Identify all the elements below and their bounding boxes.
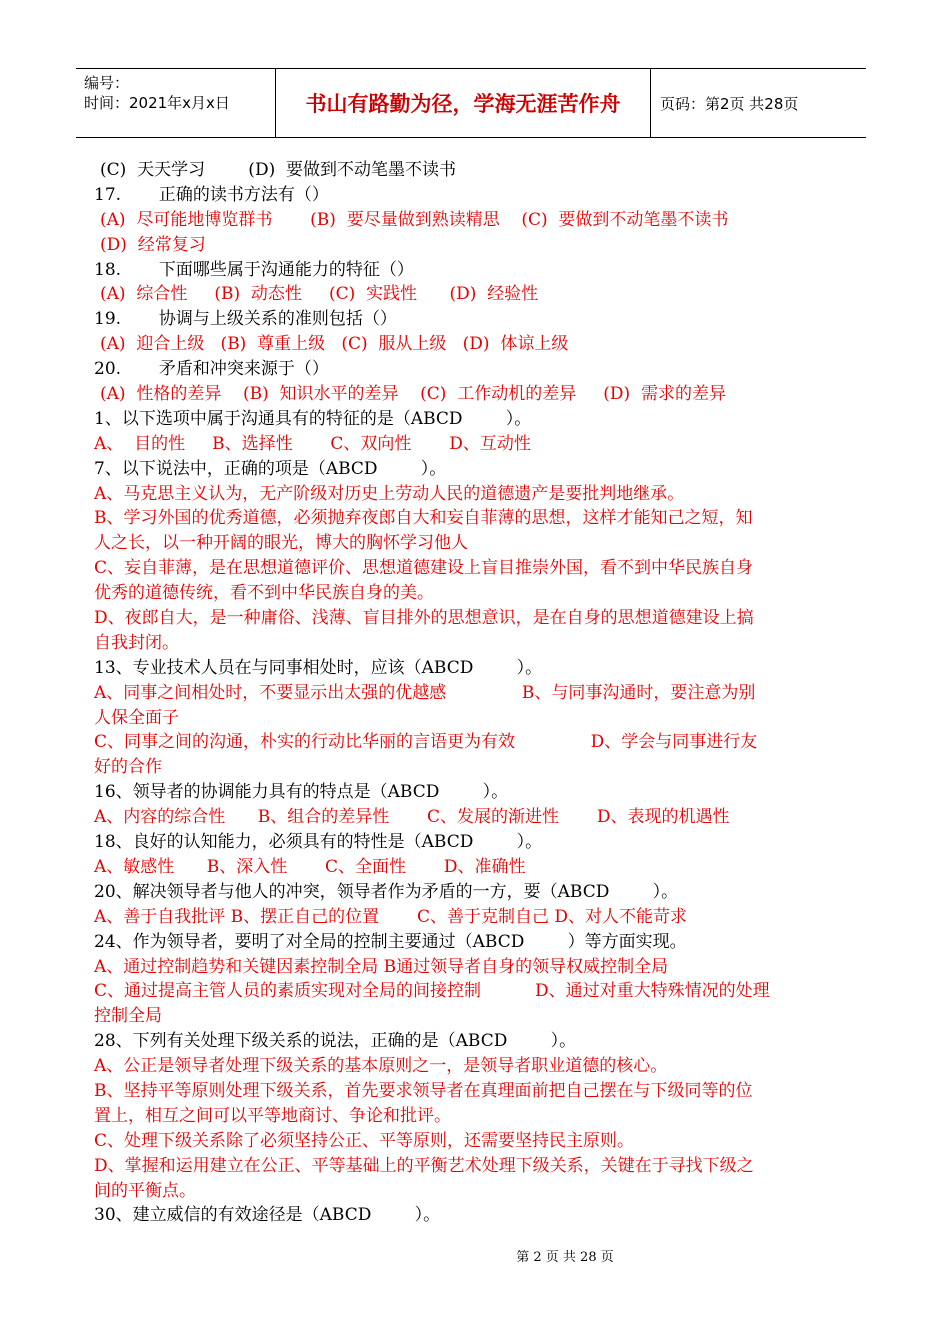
answer-line: 置上，相互之间可以平等地商讨、争论和批评。 (94, 1105, 451, 1126)
header-motto: 书山有路勤为径，学海无涯苦作舟 (276, 69, 651, 137)
answer-line: (A) 综合性 (B) 动态性 (C) 实践性 (D) 经验性 (100, 284, 539, 305)
header-meta (76, 69, 276, 137)
answer-line: 控制全局 (94, 1006, 162, 1027)
document-body (94, 158, 854, 1228)
answer-line: 人之长，以一种开阔的眼光，博大的胸怀学习他人 (94, 533, 468, 554)
answer-line: C、同事之间的沟通，朴实的行动比华丽的言语更为有效 D、学会与同事进行友 (94, 732, 758, 753)
question-line: 20. 矛盾和冲突来源于（） (94, 359, 329, 380)
answer-line: A、马克思主义认为，无产阶级对历史上劳动人民的道德遗产是要批判地继承。 (94, 483, 685, 504)
answer-line: 人保全面子 (94, 707, 179, 728)
answer-line: A、内容的综合性 B、组合的差异性 C、发展的渐进性 D、表现的机遇性 (94, 807, 730, 828)
answer-line: A、通过控制趋势和关键因素控制全局 B通过领导者自身的领导权威控制全局 (94, 956, 669, 977)
answer-line: D、掌握和运用建立在公正、平等基础上的平衡艺术处理下级关系，关键在于寻找下级之 (94, 1155, 754, 1176)
header-page-info: 页码：第2页 共28页 (660, 94, 799, 113)
question-line: 16、领导者的协调能力具有的特点是（ABCD ）。 (94, 782, 509, 803)
answer-line: (A) 性格的差异 (B) 知识水平的差异 (C) 工作动机的差异 (D) 需求的差异 (100, 384, 726, 405)
answer-line: B、学习外国的优秀道德，必须抛弃夜郎自大和妄自菲薄的思想，这样才能知己之短，知 (94, 508, 753, 529)
answer-line: 自我封闭。 (94, 632, 179, 653)
answer-line: 间的平衡点。 (94, 1180, 196, 1201)
page-header (76, 68, 866, 138)
question-line: 24、作为领导者，要明了对全局的控制主要通过（ABCD ）等方面实现。 (94, 931, 687, 952)
answer-line: 好的合作 (94, 757, 162, 778)
question-line: 7、以下说法中，正确的项是（ABCD ）。 (94, 458, 447, 479)
question-line: 28、下列有关处理下级关系的说法，正确的是（ABCD ）。 (94, 1031, 577, 1052)
question-line: (C) 天天学习 (D) 要做到不动笔墨不读书 (100, 160, 457, 180)
question-line: 19. 协调与上级关系的准则包括（） (94, 309, 397, 330)
answer-line: (A) 尽可能地博览群书 (B) 要尽量做到熟读精思 (C) 要做到不动笔墨不读书 (100, 209, 729, 230)
answer-line: A、敏感性 B、深入性 C、全面性 D、准确性 (94, 856, 526, 877)
question-line: 18、良好的认知能力，必须具有的特性是（ABCD ）。 (94, 832, 543, 853)
answer-line: 优秀的道德传统，看不到中华民族自身的美。 (94, 583, 434, 604)
code-label: 编号： (84, 74, 130, 92)
page-footer (0, 1246, 950, 1265)
answer-line: C、处理下级关系除了必须坚持公正、平等原则，还需要坚持民主原则。 (94, 1130, 635, 1151)
answer-line: (A) 迎合上级 (B) 尊重上级 (C) 服从上级 (D) 体谅上级 (100, 334, 569, 355)
question-line: 1、以下选项中属于沟通具有的特征的是（ABCD ）。 (94, 408, 532, 429)
time-label: 时间：2021年x月x日 (84, 94, 230, 112)
answer-line: C、通过提高主管人员的素质实现对全局的间接控制 D、通过对重大特殊情况的处理 (94, 981, 770, 1002)
question-line: 13、专业技术人员在与同事相处时，应该（ABCD ）。 (94, 657, 543, 678)
answer-line: (D) 经常复习 (100, 234, 206, 255)
footer-page-number: 第 2 页 共 28 页 (516, 1250, 614, 1265)
question-line: 30、建立威信的有效途径是（ABCD ）。 (94, 1205, 441, 1226)
answer-line: A、同事之间相处时，不要显示出太强的优越感 B、与同事沟通时，要注意为别 (94, 682, 756, 703)
question-line: 20、解决领导者与他人的冲突，领导者作为矛盾的一方，要（ABCD ）。 (94, 881, 679, 902)
answer-line: A、公正是领导者处理下级关系的基本原则之一，是领导者职业道德的核心。 (94, 1056, 668, 1077)
answer-line: A、 目的性 B、选择性 C、双向性 D、互动性 (94, 433, 531, 454)
answer-line: D、夜郎自大，是一种庸俗、浅薄、盲目排外的思想意识，是在自身的思想道德建设上搞 (94, 608, 754, 629)
answer-line: C、妄自菲薄，是在思想道德评价、思想道德建设上盲目推崇外国，看不到中华民族自身 (94, 558, 754, 579)
answer-line: B、坚持平等原则处理下级关系，首先要求领导者在真理面前把自己摆在与下级同等的位 (94, 1080, 753, 1101)
question-line: 17. 正确的读书方法有（） (94, 184, 329, 205)
answer-line: A、善于自我批评 B、摆正自己的位置 C、善于克制自己 D、对人不能苛求 (94, 906, 688, 927)
question-line: 18. 下面哪些属于沟通能力的特征（） (94, 259, 414, 280)
